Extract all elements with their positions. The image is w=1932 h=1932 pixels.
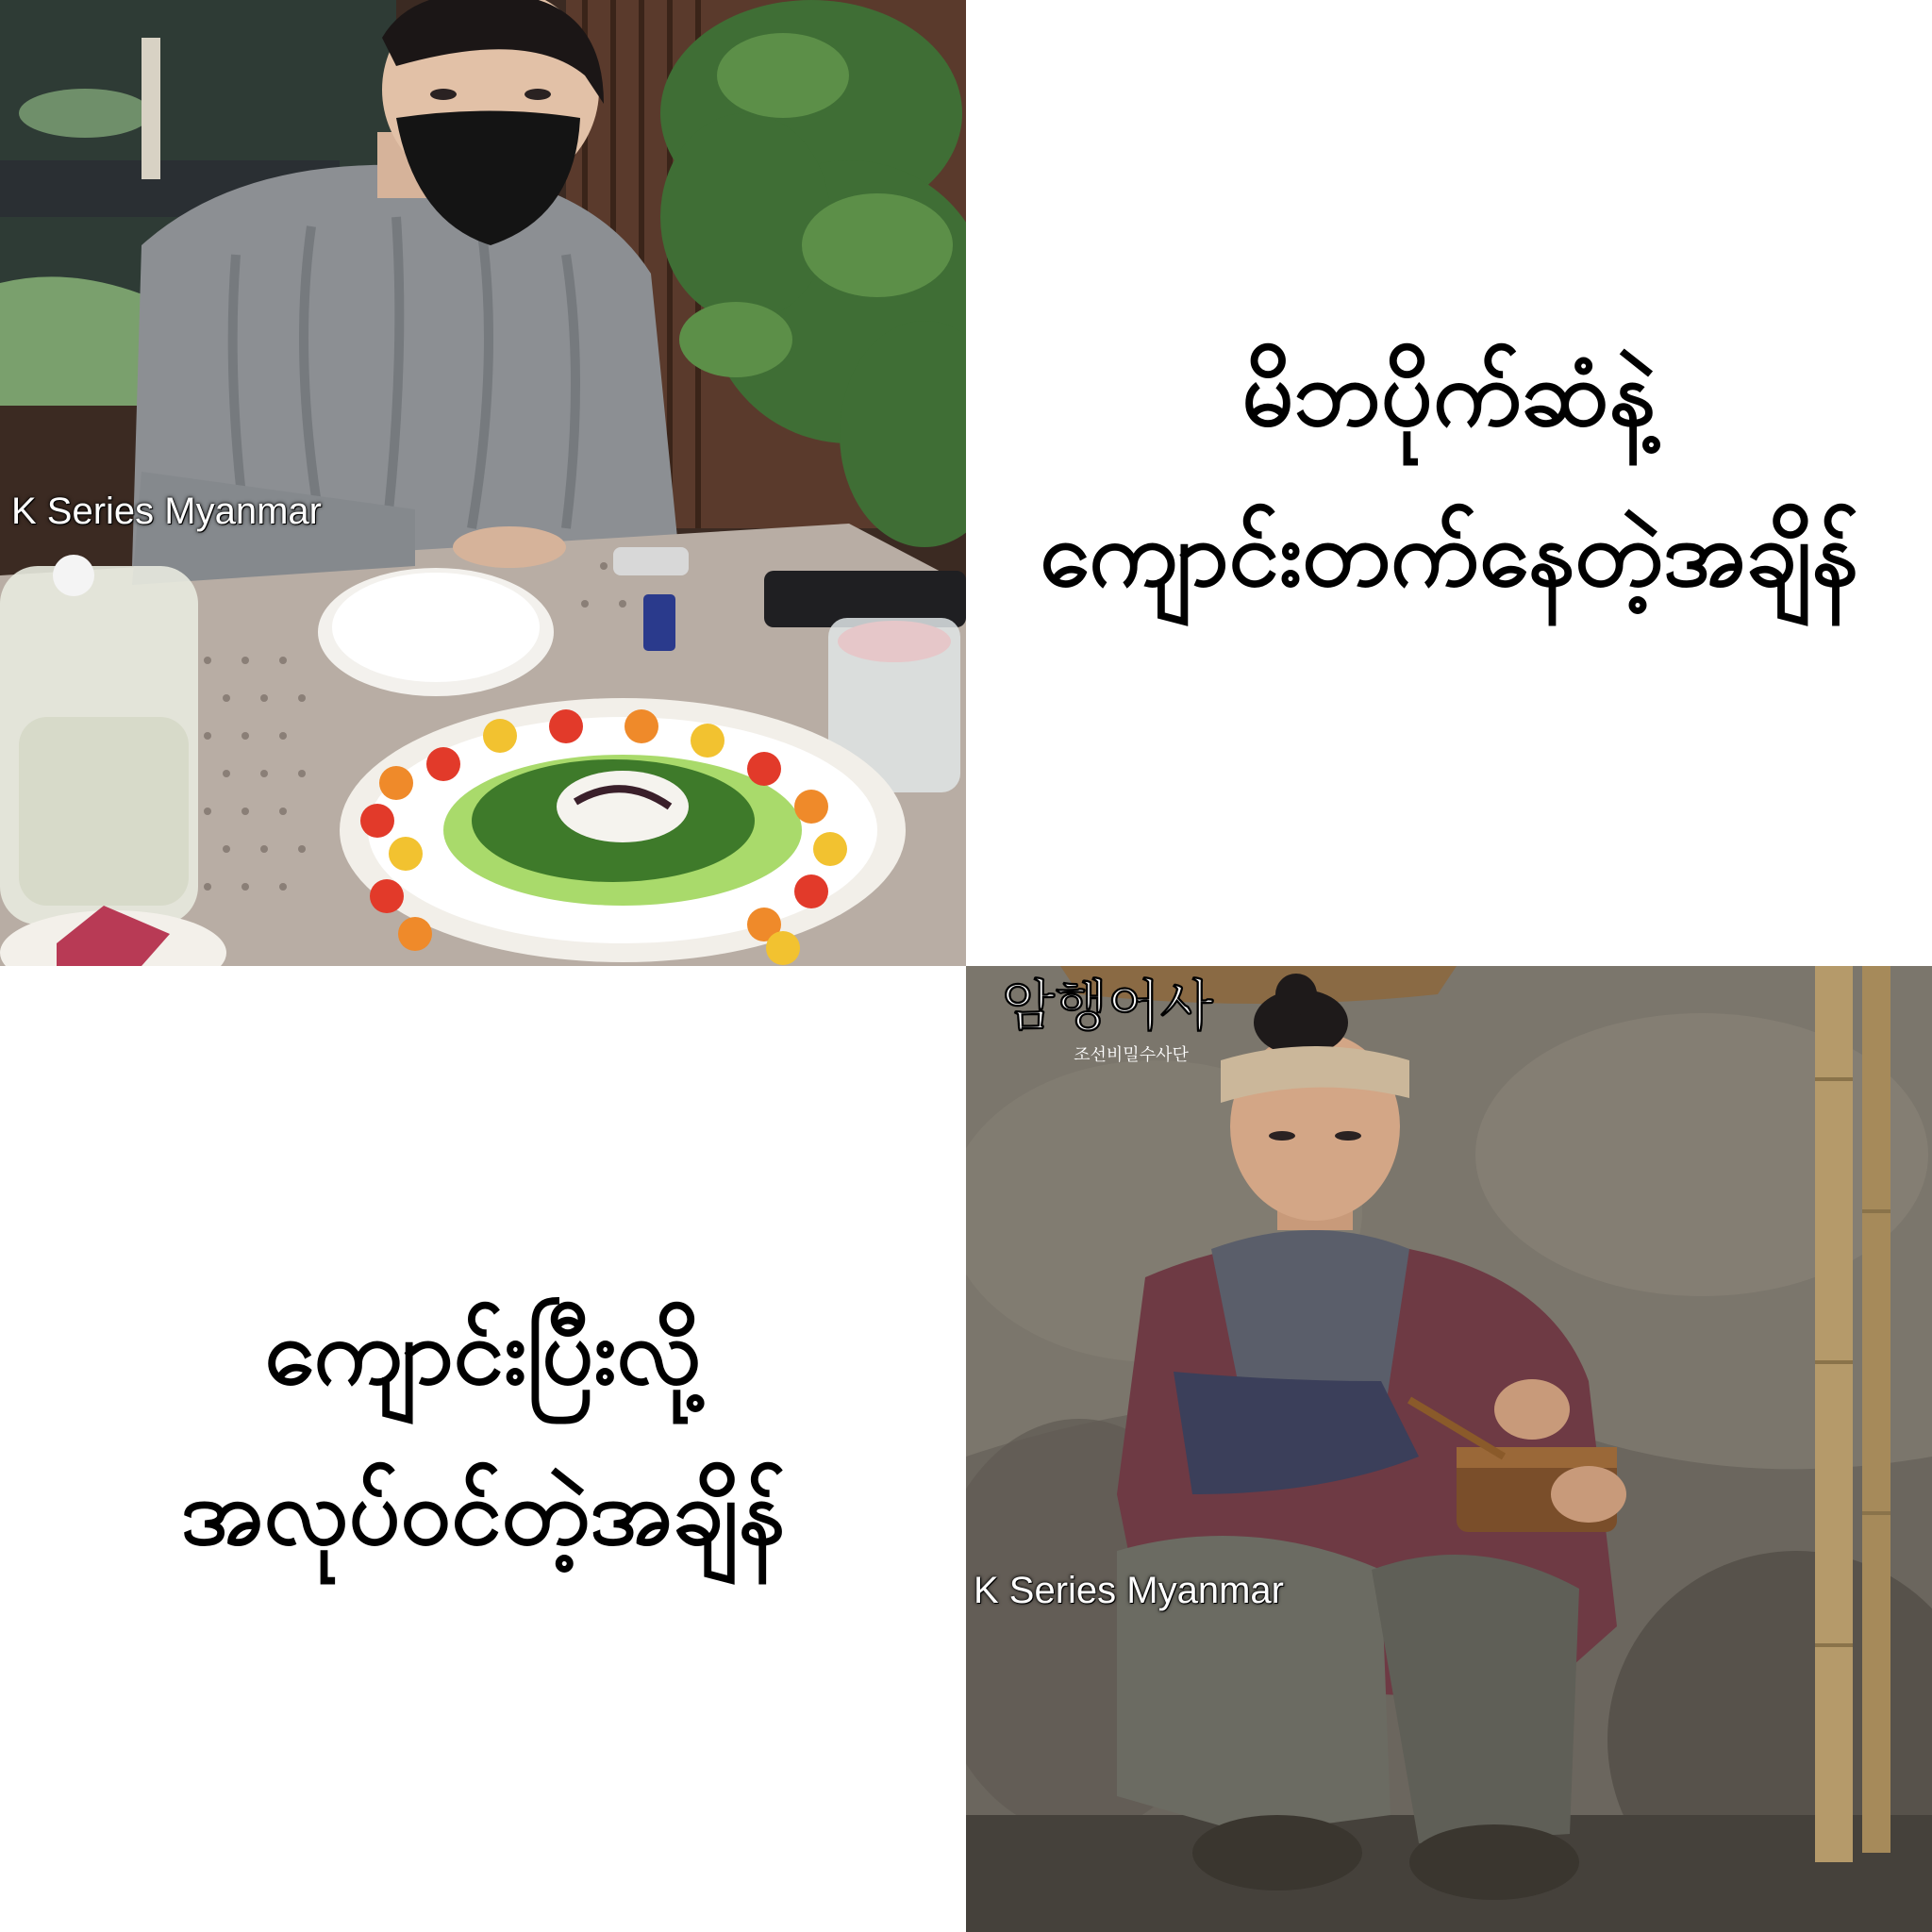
watermark-bottom: K Series Myanmar bbox=[974, 1570, 1284, 1611]
drama-photo bbox=[966, 966, 1932, 1932]
watermark-top: K Series Myanmar bbox=[11, 491, 322, 532]
top-caption-line1: မိဘပိုက်ဆံနဲ့ bbox=[1241, 341, 1657, 446]
drama-logo-subtitle: 조선비밀수사단 bbox=[1074, 1045, 1189, 1065]
top-caption bbox=[966, 0, 1932, 957]
drama-logo-title: 암행어사 bbox=[1001, 974, 1214, 1038]
cafe-photo bbox=[0, 0, 966, 966]
bottom-caption-panel bbox=[0, 966, 966, 1932]
bottom-caption bbox=[0, 966, 966, 1915]
cafe-scene-illustration bbox=[0, 0, 966, 966]
top-caption-line2: ကျောင်းတက်နေတဲ့အချိန် bbox=[1039, 501, 1859, 607]
top-caption-panel bbox=[966, 0, 1932, 966]
drama-scene-illustration bbox=[966, 966, 1932, 1932]
bottom-caption-line1: ကျောင်းပြီးလို့ bbox=[264, 1299, 702, 1405]
bottom-caption-line2: အလုပ်ဝင်တဲ့အချိန် bbox=[180, 1459, 786, 1565]
drama-title-logo bbox=[966, 966, 1249, 1070]
